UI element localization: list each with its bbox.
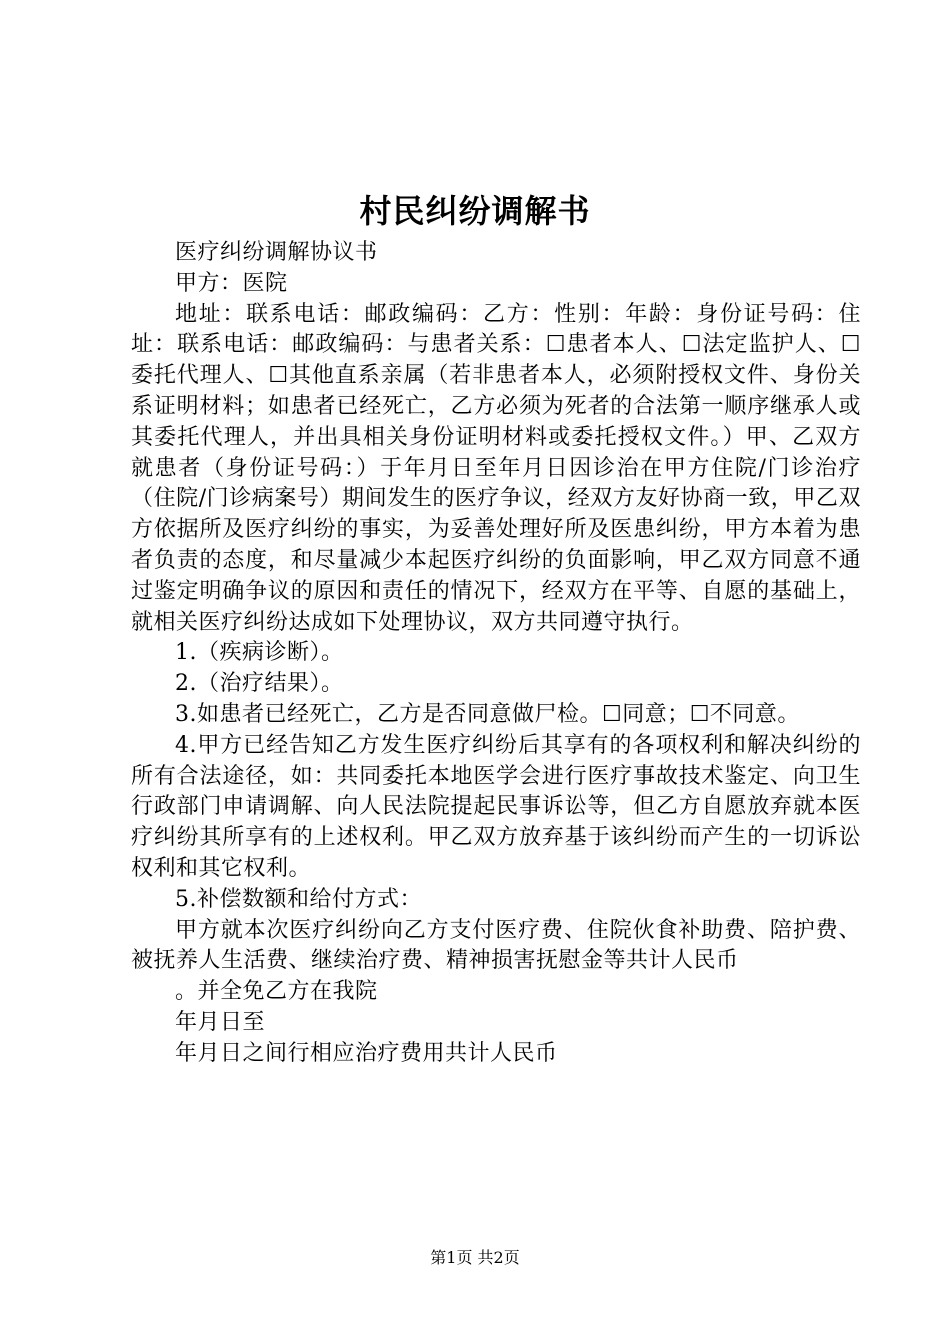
paragraph: 1.（疾病诊断）。 (175, 640, 344, 666)
paragraph: 甲方：医院 (175, 270, 288, 296)
document-title: 村民纠纷调解书 (359, 192, 591, 230)
paragraph: 4.甲方已经告知乙方发生医疗纠纷后其享有的各项权利和解决纠纷的所有合法途径，如：共同委托本地医学会进行医疗事故技术鉴定、向卫生行政部门申请调解、向人民法院提起民事诉讼等，但乙方自愿放弃就本医疗纠纷其所享有的上述权利。甲乙双方放弃基于该纠纷而产生的一切诉讼权利和其它权利。 (131, 732, 861, 881)
paragraph: 3.如患者已经死亡，乙方是否同意做尸检。☐同意；☐不同意。 (175, 701, 800, 727)
paragraph: 年月日之间行相应治疗费用共计人民币 (175, 1040, 558, 1066)
document-body (131, 238, 861, 1070)
paragraph: 5.补偿数额和给付方式： (175, 886, 422, 912)
paragraph: 甲方就本次医疗纠纷向乙方支付医疗费、住院伙食补助费、陪护费、被抚养人生活费、继续治疗费、精神损害抚慰金等共计人民币 (131, 917, 861, 974)
paragraph: 2.（治疗结果）。 (175, 671, 344, 697)
paragraph: 地址：联系电话：邮政编码：乙方：性别：年龄：身份证号码：住址：联系电话：邮政编码：与患者关系：☐患者本人、☐法定监护人、☐委托代理人、☐其他直系亲属（若非患者本人，必须附授权文件、身份关系证明材料；如患者已经死亡，乙方必须为死者的合法第一顺序继承人或其委托代理人，并出具相关身份证明材料或委托授权文件。）甲、乙双方就患者（身份证号码：）于年月日至年月日因诊治在甲方住院/门诊治疗（住院/门诊病案号）期间发生的医疗争议，经双方友好协商一致，甲乙双方依据所及医疗纠纷的事实，为妥善处理好所及医患纠纷，甲方本着为患者负责的态度，和尽量减少本起医疗纠纷的负面影响，甲乙双方同意不通过鉴定明确争议的原因和责任的情况下，经双方在平等、自愿的基础上，就相关医疗纠纷达成如下处理协议，双方共同遵守执行。 (131, 301, 861, 635)
paragraph: 医疗纠纷调解协议书 (175, 240, 378, 265)
page-footer: 第1页 共2页 (430, 1248, 520, 1267)
paragraph: 。并全免乙方在我院 (175, 979, 378, 1005)
paragraph: 年月日至 (175, 1009, 266, 1035)
